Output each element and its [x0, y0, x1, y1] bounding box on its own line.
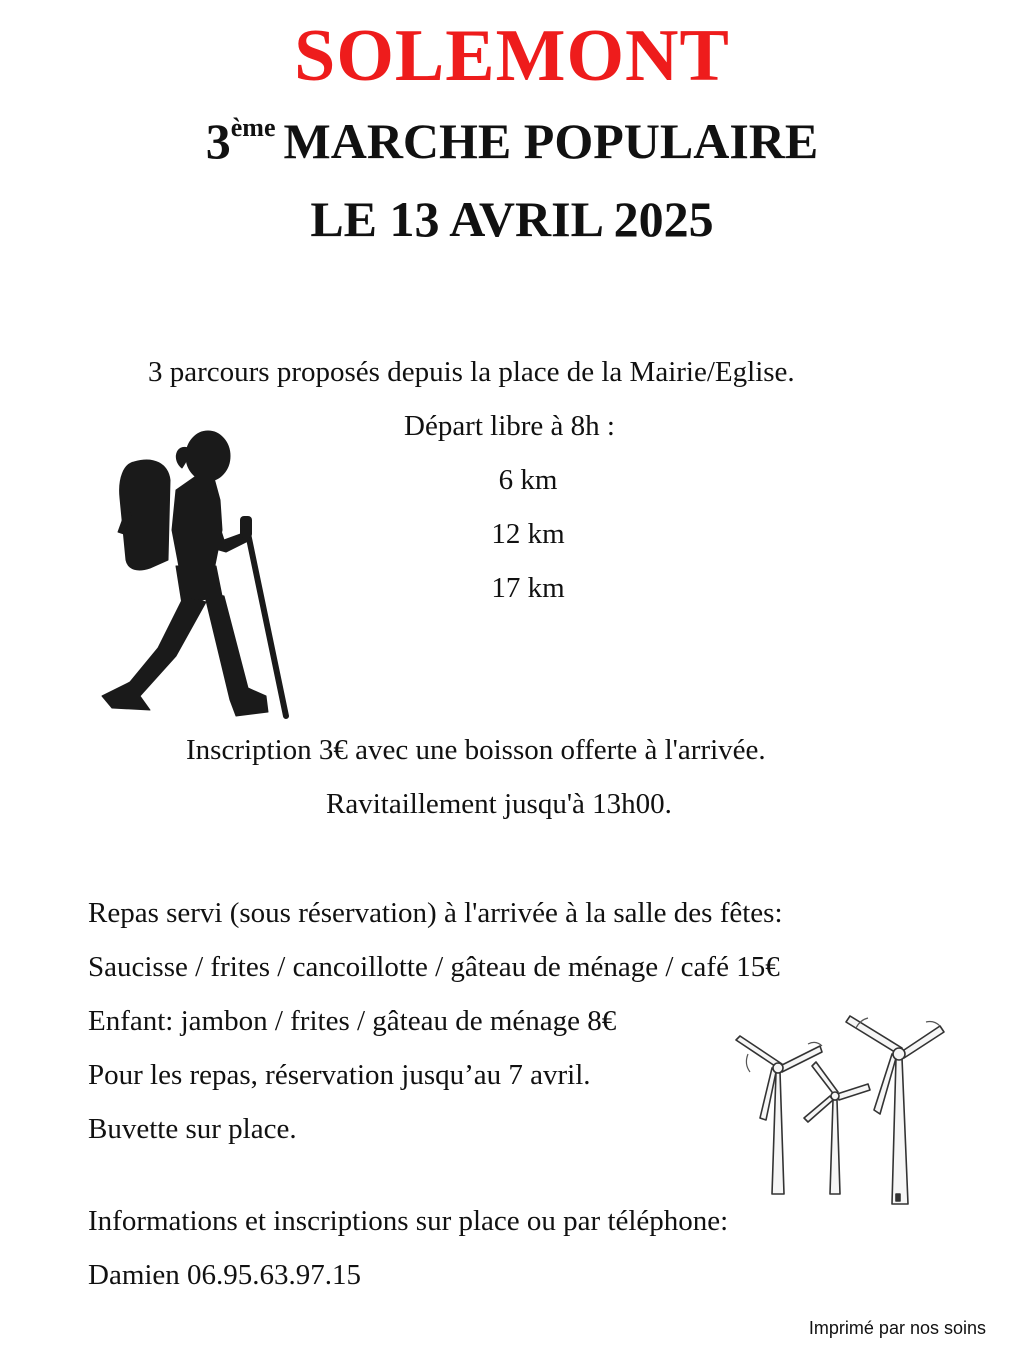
hiker-silhouette-icon [96, 420, 296, 730]
printed-note: Imprimé par nos soins [808, 1318, 986, 1338]
routes-intro: 3 parcours proposés depuis la place de la Mairie/Eglise. [148, 356, 795, 388]
distance-17km: 17 km [491, 572, 565, 604]
supply-info: Ravitaillement jusqu'à 13h00. [326, 788, 672, 820]
meal-line-4: Pour les repas, réservation jusqu’au 7 avril. [88, 1059, 591, 1091]
distance-12km: 12 km [491, 518, 565, 550]
contact-phone: Damien 06.95.63.97.15 [88, 1259, 362, 1291]
edition-number: 3 [205, 113, 231, 169]
trekking-pole [246, 524, 286, 716]
departure-time: Départ libre à 8h : [404, 410, 615, 442]
meal-line-5: Buvette sur place. [88, 1113, 297, 1145]
event-date: LE 13 AVRIL 2025 [310, 191, 714, 247]
contact-info: Informations et inscriptions sur place ou par téléphone: [88, 1205, 729, 1237]
event-name: MARCHE POPULAIRE [283, 113, 819, 169]
edition-suffix: ème [230, 113, 276, 142]
distance-6km: 6 km [498, 464, 558, 496]
meal-line-1: Repas servi (sous réservation) à l'arrivée à la salle des fêtes: [88, 897, 783, 929]
town-title: SOLEMONT [294, 15, 730, 97]
meal-line-3: Enfant: jambon / frites / gâteau de ménage 8€ [88, 1005, 617, 1037]
wind-turbines-icon [728, 1010, 958, 1215]
event-title [0, 112, 1024, 170]
registration-fee: Inscription 3€ avec une boisson offerte à l'arrivée. [186, 734, 766, 766]
meal-line-2: Saucisse / frites / cancoillotte / gâteau de ménage / café 15€ [88, 951, 780, 983]
